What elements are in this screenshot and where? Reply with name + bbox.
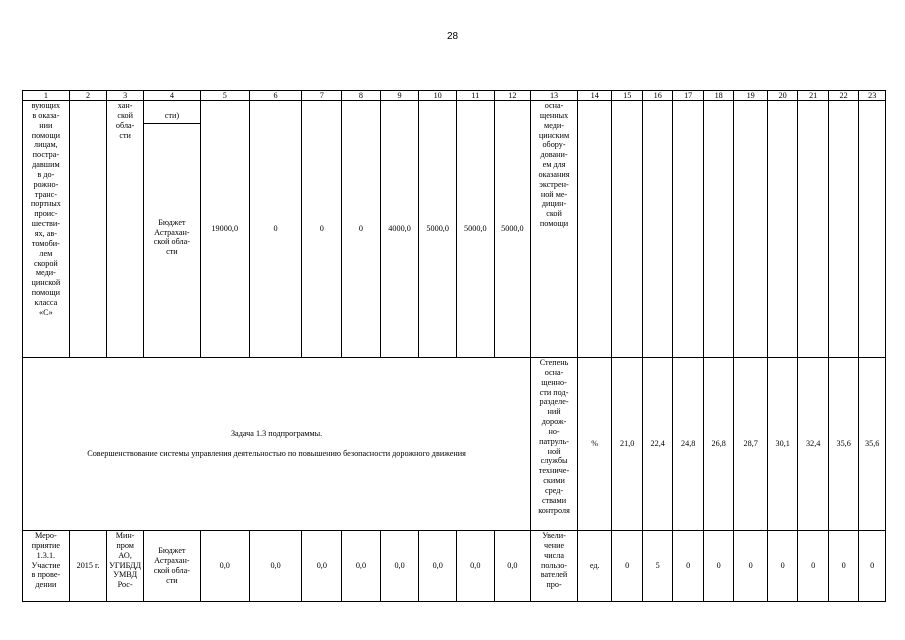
col-number: 19 <box>734 91 768 101</box>
column-number-row <box>23 91 886 101</box>
value-cell <box>859 101 886 358</box>
value-cell <box>612 101 642 358</box>
col-number: 4 <box>143 91 200 101</box>
executor-cell: хан- ской обла- сти <box>107 101 144 358</box>
activity-description: Меро- приятие 1.3.1. Участие в прове- дении <box>23 531 70 602</box>
value-cell: 32,4 <box>798 358 828 531</box>
value-cell <box>673 101 703 358</box>
value-cell <box>642 101 672 358</box>
value-cell: 0 <box>612 531 642 602</box>
col-number: 7 <box>302 91 342 101</box>
funding-source-cell <box>143 101 200 358</box>
col-number: 13 <box>531 91 578 101</box>
value-cell: 35,6 <box>828 358 858 531</box>
amount-cell: 0,0 <box>456 531 494 602</box>
col-number: 17 <box>673 91 703 101</box>
amount-cell: 4000,0 <box>380 101 419 358</box>
value-cell <box>828 101 858 358</box>
col-number: 15 <box>612 91 642 101</box>
value-cell: 28,7 <box>734 358 768 531</box>
amount-cell: 5000,0 <box>456 101 494 358</box>
amount-cell: 0,0 <box>249 531 302 602</box>
col-number: 6 <box>249 91 302 101</box>
col-number: 16 <box>642 91 672 101</box>
value-cell: 0 <box>767 531 797 602</box>
task-heading-cell <box>23 358 531 531</box>
value-cell: 30,1 <box>767 358 797 531</box>
table-row <box>23 101 886 358</box>
value-cell: 22,4 <box>642 358 672 531</box>
indicator-cell: Степень осна- щенно- сти под- разделе- ний дорож- но- патруль- ной службы техниче- скими сред- ствами контроля <box>531 358 578 531</box>
amount-cell: 5000,0 <box>494 101 531 358</box>
col-number: 9 <box>380 91 419 101</box>
table-row <box>23 531 886 602</box>
amount-cell: 0 <box>302 101 342 358</box>
value-cell: 26,8 <box>703 358 733 531</box>
value-cell <box>798 101 828 358</box>
value-cell: 0 <box>673 531 703 602</box>
amount-cell: 0,0 <box>419 531 457 602</box>
col-number: 11 <box>456 91 494 101</box>
col-number: 2 <box>69 91 107 101</box>
amount-cell: 0,0 <box>342 531 381 602</box>
value-cell: 0 <box>703 531 733 602</box>
total-amount: 0,0 <box>200 531 249 602</box>
funding-source-top: сти) <box>144 111 200 124</box>
value-cell: 0 <box>734 531 768 602</box>
value-cell: 0 <box>859 531 886 602</box>
unit-cell: % <box>577 358 612 531</box>
col-number: 8 <box>342 91 381 101</box>
total-amount: 19000,0 <box>200 101 249 358</box>
value-cell: 35,6 <box>859 358 886 531</box>
col-number: 10 <box>419 91 457 101</box>
value-cell: 5 <box>642 531 672 602</box>
unit-cell: ед. <box>577 531 612 602</box>
amount-cell: 0 <box>249 101 302 358</box>
col-number: 23 <box>859 91 886 101</box>
activity-description: вующих в оказа- нии помощи лицам, постра- давшим в до- рожно- транс- портных проис- шестви- ях, ав- томоби- лем скорой меди- цинской помощи класса «С» <box>23 101 70 358</box>
funding-source: Бюджет Астрахан- ской обла- сти <box>153 217 191 257</box>
value-cell: 0 <box>798 531 828 602</box>
value-cell <box>703 101 733 358</box>
amount-cell: 0,0 <box>302 531 342 602</box>
value-cell <box>734 101 768 358</box>
col-number: 14 <box>577 91 612 101</box>
page-number: 28 <box>446 31 459 42</box>
executor-cell: Мин- пром АО, УГИБДД УМВД Рос- <box>107 531 144 602</box>
col-number: 3 <box>107 91 144 101</box>
col-number: 20 <box>767 91 797 101</box>
unit-cell <box>577 101 612 358</box>
funding-source: Бюджет Астрахан- ской обла- сти <box>143 531 200 602</box>
task-title: Задача 1.3 подпрограммы. <box>230 429 323 439</box>
amount-cell: 0 <box>342 101 381 358</box>
value-cell: 0 <box>828 531 858 602</box>
value-cell: 24,8 <box>673 358 703 531</box>
col-number: 18 <box>703 91 733 101</box>
value-cell <box>767 101 797 358</box>
program-table <box>22 90 886 602</box>
amount-cell: 0,0 <box>494 531 531 602</box>
value-cell: 21,0 <box>612 358 642 531</box>
period-cell: 2015 г. <box>69 531 107 602</box>
col-number: 5 <box>200 91 249 101</box>
amount-cell: 5000,0 <box>419 101 457 358</box>
col-number: 22 <box>828 91 858 101</box>
col-number: 12 <box>494 91 531 101</box>
task-row <box>23 358 886 531</box>
indicator-cell: Увели- чение числа пользо- вателей про- <box>531 531 578 602</box>
task-text: Совершенствование системы управления деятельностью по повышению безопасности дорожного движения <box>87 448 466 458</box>
indicator-cell: осна- щенных меди- цинским обору- довани- ем для оказания экстрен- ной ме- дицин- ской помощи <box>531 101 578 358</box>
period-cell <box>69 101 107 358</box>
amount-cell: 0,0 <box>380 531 419 602</box>
col-number: 21 <box>798 91 828 101</box>
col-number: 1 <box>23 91 70 101</box>
